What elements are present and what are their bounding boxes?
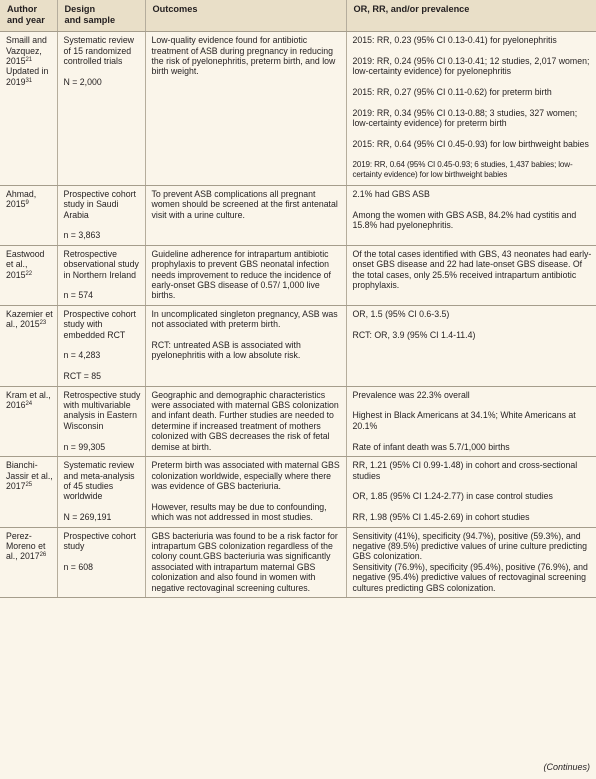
reference-number: 9 (25, 200, 29, 207)
design-sample-text: Retrospective study with multivariable analysis in Eastern Wisconsin (63, 389, 141, 431)
author-text: Ahmad, 2015 (6, 188, 37, 210)
author-year-cell (0, 305, 57, 386)
design-sample-cell (57, 527, 145, 597)
table-row (0, 386, 596, 456)
or-rr-prevalence-cell (346, 305, 596, 386)
continues-note: (Continues) (543, 762, 590, 772)
header-line: Author (7, 4, 38, 14)
author-text: Smaill and Vazquez, 2015 (6, 35, 47, 66)
table-row (0, 185, 596, 245)
design-sample-text: Prospective cohort study with embedded RCT (63, 308, 136, 340)
reference-number: 31 (25, 77, 33, 84)
author-text: Perez-Moreno et al., 2017 (6, 530, 46, 562)
outcome-text: Guideline adherence for intrapartum antibiotic prophylaxis to prevent GBS neonatal infection needs improvement to reduce the incidence of early-onset GBS disease of 0.57/ 1,000 live births. (151, 248, 331, 301)
outcome-text: Low-quality evidence found for antibiotic treatment of ASB during pregnancy in reducing the risk of pyelonephritis, preterm birth, and low birth weight. (151, 35, 336, 77)
author-year-cell (0, 185, 57, 245)
statistic-text: 2019: RR, 0.24 (95% CI 0.13-0.41; 12 studies, 2,017 women; low-certainty evidence) for pyelonephritis (352, 55, 590, 77)
or-rr-prevalence-cell (346, 245, 596, 305)
statistic-text: 2015: RR, 0.27 (95% CI 0.11-0.62) for preterm birth (352, 87, 552, 98)
or-rr-prevalence-cell (346, 32, 596, 186)
header-line: and year (7, 14, 45, 25)
design-sample-text: N = 269,191 (63, 512, 112, 523)
outcome-text: However, results may be due to confounding, which was not addressed in most studies. (151, 501, 327, 523)
table-row (0, 32, 596, 186)
design-sample-text: n = 99,305 (63, 441, 106, 452)
author-year-cell (0, 245, 57, 305)
statistic-text: 2019: RR, 0.64 (95% CI 0.45-0.93; 6 studies, 1,437 babies; low-certainty evidence) for low birthweight babies (352, 159, 573, 180)
outcome-text: To prevent ASB complications all pregnant women should be screened at the first antenatal visit with a urine culture. (151, 188, 338, 220)
or-rr-prevalence-cell (346, 185, 596, 245)
design-sample-text: N = 2,000 (63, 76, 102, 87)
outcomes-cell (145, 245, 346, 305)
statistic-text: Of the total cases identified with GBS, 43 neonates had early-onset GBS disease and 22 had late-onset GBS disease. Of the total cases, only 25.5% received intrapartum antibiotic prophylaxis. (352, 248, 592, 291)
table-row (0, 457, 596, 527)
design-sample-cell (57, 386, 145, 456)
author-year-cell (0, 32, 57, 186)
table-header-row (0, 0, 596, 32)
author-text: Kram et al., 2016 (6, 389, 51, 411)
or-rr-prevalence-cell (346, 386, 596, 456)
statistic-text: 2019: RR, 0.34 (95% CI 0.13-0.88; 3 studies, 327 women; low-certainty evidence) for preterm birth (352, 107, 578, 129)
table-row (0, 527, 596, 597)
design-sample-text: n = 4,283 (63, 350, 101, 361)
statistic-text: Prevalence was 22.3% overall (352, 389, 470, 400)
author-text: Updated in 2019 (6, 66, 49, 87)
statistic-text: 2.1% had GBS ASB (352, 188, 430, 199)
statistic-text: Among the women with GBS ASB, 84.2% had cystitis and 15.8% had pyelonephritis. (352, 209, 577, 230)
statistic-text: Sensitivity (76.9%), specificity (95.4%), positive (76.9%), and negative (95.4%) predictive values of rectovaginal screening cultures predicting GBS colonization. (352, 561, 588, 593)
outcomes-cell (145, 305, 346, 386)
statistic-text: 2015: RR, 0.23 (95% CI 0.13-0.41) for pyelonephritis (352, 35, 557, 46)
outcomes-cell (145, 457, 346, 527)
or-rr-prevalence-cell (346, 457, 596, 527)
outcomes-cell (145, 32, 346, 186)
reference-number: 25 (25, 481, 33, 488)
header-design-sample (57, 0, 145, 32)
reference-number: 23 (39, 320, 47, 327)
statistic-text: Rate of infant death was 5.7/1,000 births (352, 441, 510, 452)
design-sample-text: RCT = 85 (63, 371, 102, 382)
outcomes-cell (145, 386, 346, 456)
outcome-text: GBS bacteriuria was found to be a risk factor for intrapartum GBS colonization regardless of the colony count.GBS bacteriuria was significantly associated with intrapartum maternal GBS colonization and also found in women with negative rectovaginal screening cultures. (151, 530, 338, 593)
reference-number: 24 (25, 401, 33, 408)
header-line: Design (64, 4, 96, 14)
design-sample-cell (57, 185, 145, 245)
statistic-text: Sensitivity (41%), specificity (94.7%), positive (59.3%), and negative (89.5%) predictive values of urine culture predicting GBS colonization. (352, 530, 587, 562)
header-line: and sample (64, 14, 116, 25)
header-or-rr-prevalence: OR, RR, and/or prevalence (346, 0, 596, 32)
statistic-text: RCT: OR, 3.9 (95% CI 1.4-11.4) (352, 329, 476, 340)
header-outcomes: Outcomes (145, 0, 346, 32)
design-sample-cell (57, 457, 145, 527)
design-sample-text: Prospective cohort study (63, 530, 136, 551)
design-sample-cell (57, 305, 145, 386)
design-sample-text: Retrospective observational study in Northern Ireland (63, 248, 139, 280)
design-sample-text: Systematic review and meta-analysis of 45 studies worldwide (63, 460, 135, 502)
design-sample-text: n = 3,863 (63, 230, 101, 241)
outcomes-cell (145, 185, 346, 245)
design-sample-cell (57, 32, 145, 186)
design-sample-cell (57, 245, 145, 305)
author-year-cell (0, 527, 57, 597)
statistic-text: RR, 1.21 (95% CI 0.99-1.48) in cohort and cross-sectional studies (352, 460, 578, 481)
statistic-text: OR, 1.85 (95% CI 1.24-2.77) in case control studies (352, 491, 553, 502)
reference-number: 21 (25, 57, 33, 63)
table-row (0, 305, 596, 386)
design-sample-text: Systematic review of 15 randomized controlled trials (63, 35, 135, 66)
design-sample-text: n = 608 (63, 561, 93, 572)
or-rr-prevalence-cell (346, 527, 596, 597)
statistic-text: RR, 1.98 (95% CI 1.45-2.69) in cohort studies (352, 512, 530, 523)
statistic-text: 2015: RR, 0.64 (95% CI 0.45-0.93) for low birthweight babies (352, 139, 589, 150)
author-text: Bianchi-Jassir et al., 2017 (6, 460, 53, 491)
outcome-text: Geographic and demographic characteristics were associated with maternal GBS colonization and infant death. Further studies are needed to determine if increased treatment of mothers colonized with GBS decreases the risk of fetal demise at birth. (151, 389, 339, 452)
outcome-text: In uncomplicated singleton pregnancy, ASB was not associated with preterm birth. (151, 308, 338, 330)
statistic-text: OR, 1.5 (95% CI 0.6-3.5) (352, 308, 450, 319)
reference-number: 26 (39, 552, 47, 559)
design-sample-text: Prospective cohort study in Saudi Arabia (63, 188, 136, 220)
author-text: Kazemier et al., 2015 (6, 308, 53, 330)
table-row (0, 245, 596, 305)
author-text: Eastwood et al., 2015 (6, 248, 45, 280)
design-sample-text: n = 574 (63, 290, 93, 301)
outcomes-cell (145, 527, 346, 597)
author-year-cell (0, 457, 57, 527)
header-author-year (0, 0, 57, 32)
outcome-text: RCT: untreated ASB is associated with pyelonephritis with a low absolute risk. (151, 340, 301, 361)
statistic-text: Highest in Black Americans at 34.1%; White Americans at 20.1% (352, 410, 576, 431)
author-year-cell (0, 386, 57, 456)
outcome-text: Preterm birth was associated with maternal GBS colonization worldwide, especially where there was evidence of GBS bacteriuria. (151, 460, 340, 491)
reference-number: 22 (25, 270, 33, 277)
